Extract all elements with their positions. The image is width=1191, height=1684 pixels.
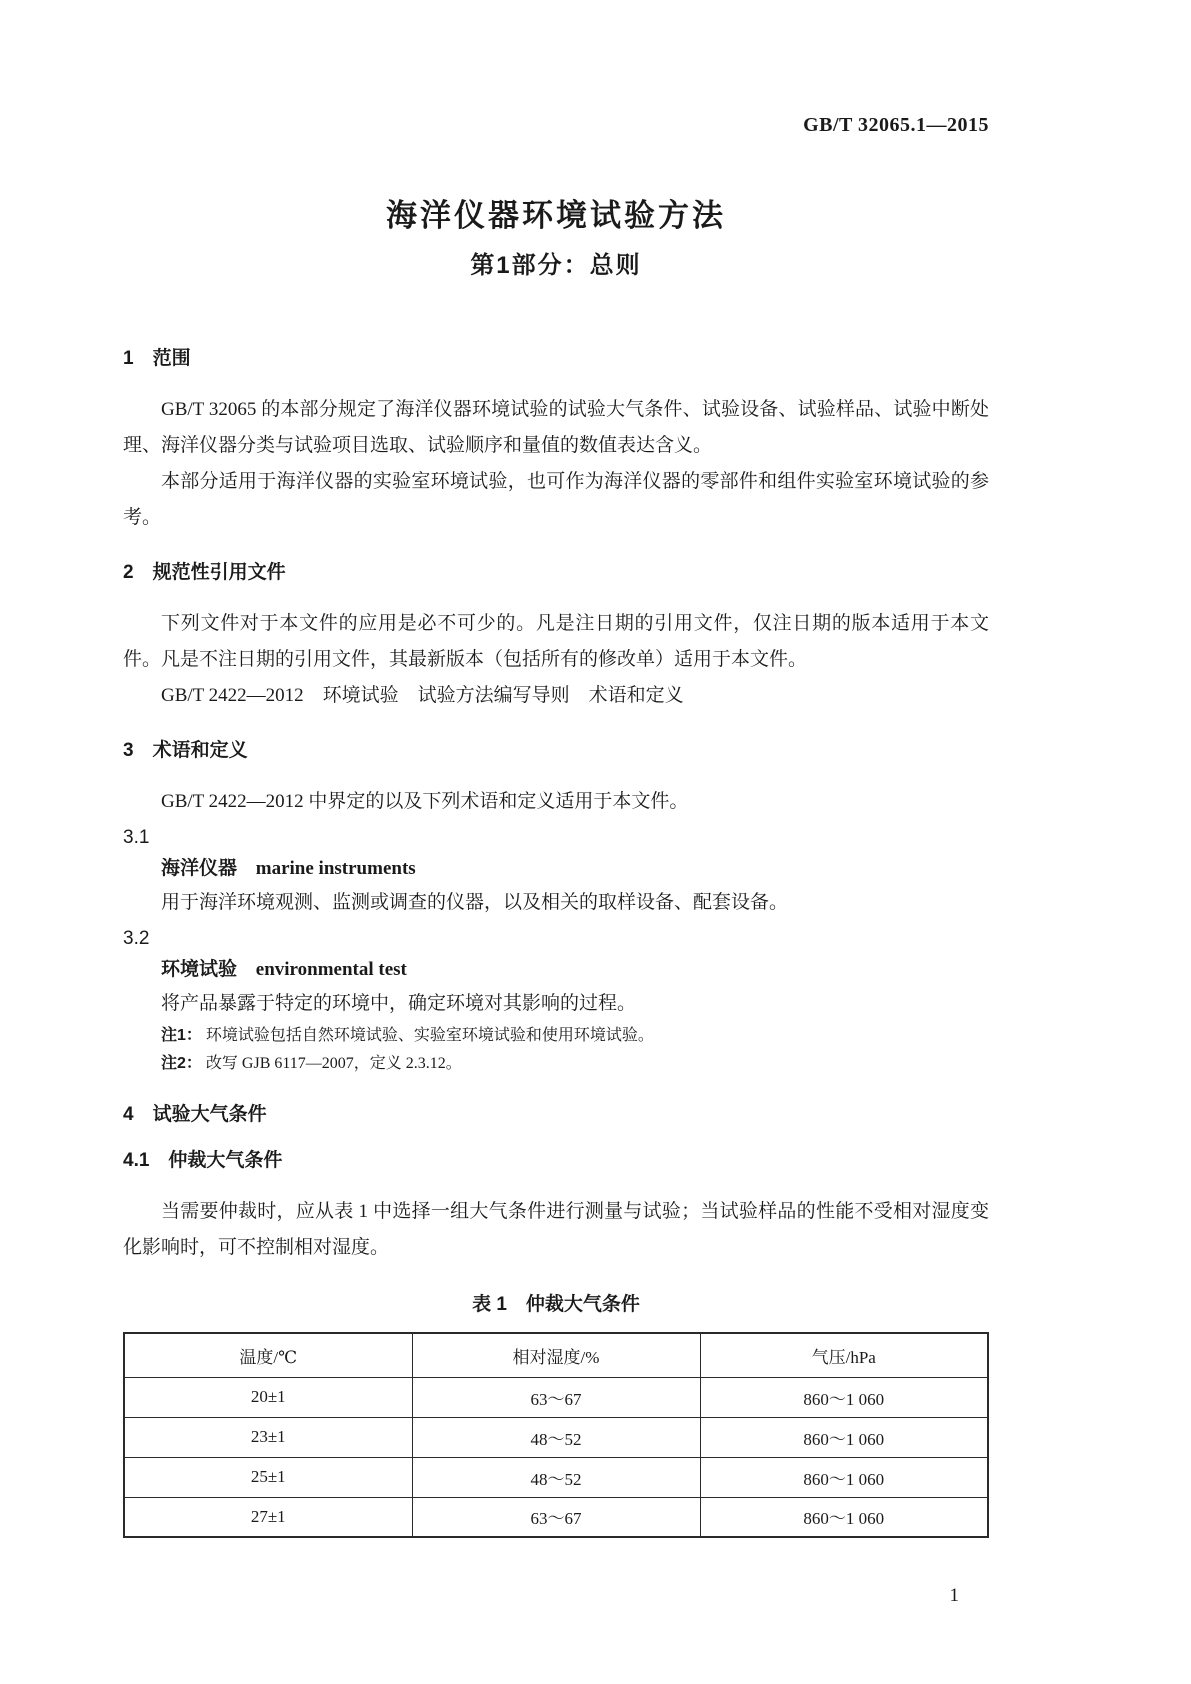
term-number-3-1: 3.1 — [123, 827, 150, 848]
section-3-intro: GB/T 2422—2012 中界定的以及下列术语和定义适用于本文件。 — [161, 791, 689, 812]
table-row — [124, 1457, 988, 1497]
table-cell: 48～52 — [412, 1417, 700, 1457]
page-content — [123, 0, 989, 1538]
table-row — [124, 1497, 988, 1537]
section-2-paragraph-1: 下列文件对于本文件的应用是必不可少的。凡是注日期的引用文件，仅注日期的版本适用于本文件。凡是不注日期的引用文件，其最新版本（包括所有的修改单）适用于本文件。 — [123, 613, 989, 670]
table-cell: 63～67 — [412, 1377, 700, 1417]
section-1-heading: 1 范围 — [123, 348, 191, 369]
section-1-paragraph-1: GB/T 32065 的本部分规定了海洋仪器环境试验的试验大气条件、试验设备、试验样品、试验中断处理、海洋仪器分类与试验项目选取、试验顺序和量值的数值表达含义。 — [123, 399, 989, 456]
table-cell: 860～1 060 — [700, 1497, 988, 1537]
term-chinese: 环境试验 — [161, 959, 238, 980]
term-chinese: 海洋仪器 — [161, 858, 238, 879]
note-text: 环境试验包括自然环境试验、实验室环境试验和使用环境试验。 — [205, 1027, 654, 1044]
term-english: marine instruments — [255, 858, 416, 879]
table-cell: 860～1 060 — [700, 1457, 988, 1497]
section-2-heading: 2 规范性引用文件 — [123, 562, 286, 583]
document-subtitle: 第1部分：总则 — [470, 252, 642, 279]
document-title: 海洋仪器环境试验方法 — [386, 198, 726, 233]
table-1 — [123, 1332, 989, 1538]
note-1 — [161, 1022, 989, 1050]
standard-number: GB/T 32065.1—2015 — [803, 114, 989, 136]
term-entry-3-1 — [123, 853, 989, 885]
table-row — [124, 1417, 988, 1457]
note-text: 改写 GJB 6117—2007，定义 2.3.12。 — [205, 1055, 462, 1072]
section-3-heading: 3 术语和定义 — [123, 740, 248, 761]
table-cell: 860～1 060 — [700, 1377, 988, 1417]
table-header-pressure: 气压/hPa — [700, 1333, 988, 1377]
section-1-paragraph-2: 本部分适用于海洋仪器的实验室环境试验，也可作为海洋仪器的零部件和组件实验室环境试验的参考。 — [123, 471, 989, 528]
table-1-caption: 表 1 仲裁大气条件 — [472, 1294, 640, 1315]
note-label: 注2： — [161, 1055, 202, 1072]
table-cell: 63～67 — [412, 1497, 700, 1537]
section-4-1-heading: 4.1 仲裁大气条件 — [123, 1150, 283, 1171]
table-cell: 25±1 — [124, 1457, 412, 1497]
section-4-heading: 4 试验大气条件 — [123, 1104, 267, 1125]
page-number: 1 — [949, 1585, 959, 1606]
table-cell: 860～1 060 — [700, 1417, 988, 1457]
term-entry-3-2 — [123, 954, 989, 986]
term-definition-3-1: 用于海洋环境观测、监测或调查的仪器，以及相关的取样设备、配套设备。 — [161, 892, 789, 913]
term-english: environmental test — [255, 959, 407, 980]
table-header-humidity: 相对湿度/% — [412, 1333, 700, 1377]
table-cell: 48～52 — [412, 1457, 700, 1497]
term-definition-3-2: 将产品暴露于特定的环境中，确定环境对其影响的过程。 — [161, 993, 637, 1014]
table-cell: 23±1 — [124, 1417, 412, 1457]
note-2 — [161, 1050, 989, 1078]
table-header-row — [124, 1333, 988, 1377]
table-cell: 27±1 — [124, 1497, 412, 1537]
term-number-3-2: 3.2 — [123, 928, 150, 949]
note-label: 注1： — [161, 1027, 202, 1044]
section-4-1-paragraph: 当需要仲裁时，应从表 1 中选择一组大气条件进行测量与试验；当试验样品的性能不受相对湿度变化影响时，可不控制相对湿度。 — [123, 1201, 989, 1258]
table-row — [124, 1377, 988, 1417]
table-header-temperature: 温度/℃ — [124, 1333, 412, 1377]
normative-reference: GB/T 2422—2012 环境试验 试验方法编写导则 术语和定义 — [161, 685, 684, 706]
table-cell: 20±1 — [124, 1377, 412, 1417]
